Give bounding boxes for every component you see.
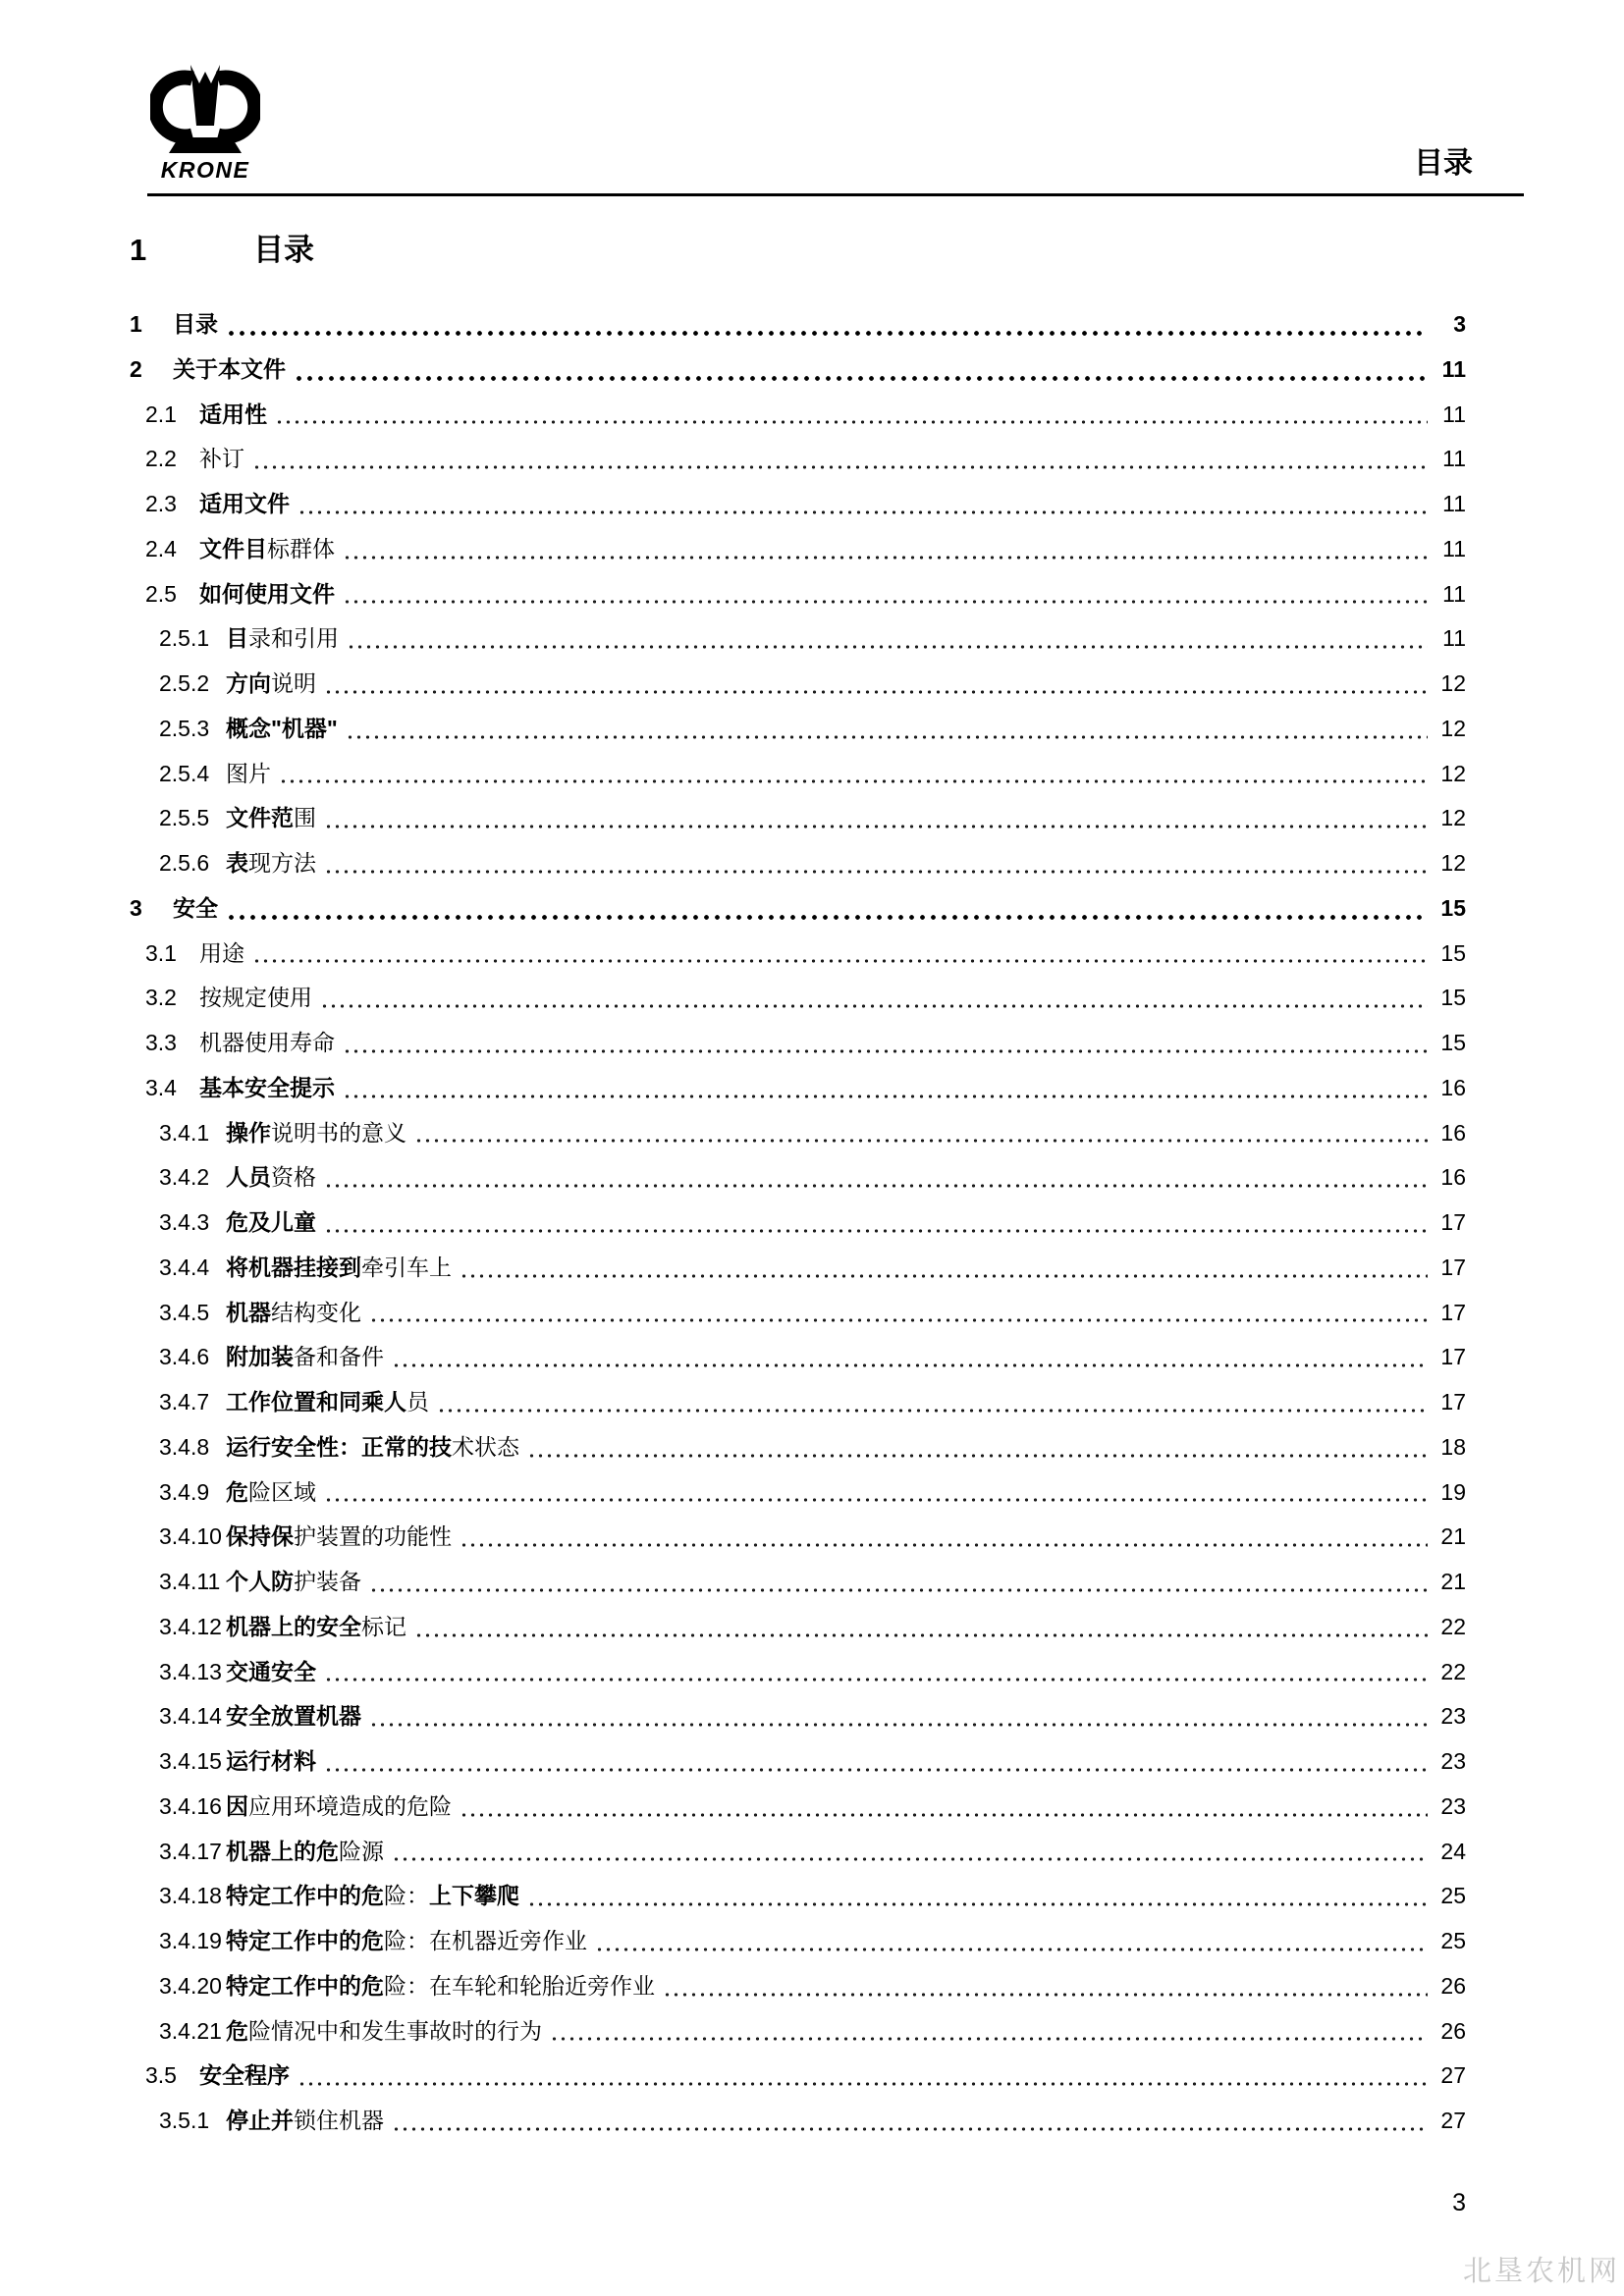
toc-entry <box>130 662 1466 707</box>
toc-page-number: 11 <box>1442 625 1466 652</box>
toc-entry <box>130 1425 1466 1470</box>
toc-entry-number: 2 <box>130 355 142 382</box>
toc-leader-dots <box>298 2054 1428 2099</box>
toc-entry-title: 机器结构变化 <box>226 1299 361 1325</box>
toc-entry-title: 按规定使用 <box>199 985 312 1011</box>
toc-entry-title: 保持保护装置的功能性 <box>226 1523 452 1550</box>
toc-page-number: 12 <box>1440 670 1466 696</box>
toc-entry-number: 3.5.1 <box>159 2108 210 2133</box>
toc-entry-number: 3.4.5 <box>159 1299 210 1325</box>
toc-leader-dots <box>369 1694 1428 1739</box>
toc-entry <box>130 1919 1466 1964</box>
toc-entry-title: 图片 <box>226 760 271 786</box>
toc-leader-dots <box>252 932 1428 977</box>
toc-leader-dots <box>550 2009 1428 2055</box>
toc-entry-title: 目录和引用 <box>226 625 339 652</box>
toc-entry-title: 适用性 <box>199 400 267 427</box>
toc-entry-title: 方向说明 <box>226 670 316 696</box>
toc-leader-dots <box>347 616 1428 662</box>
toc-entry-number: 3.4.7 <box>159 1389 210 1415</box>
header-rule <box>147 193 1524 196</box>
toc-entry-number: 3.4.2 <box>159 1164 210 1191</box>
toc-entry <box>130 572 1466 617</box>
toc-page-number: 15 <box>1440 1030 1466 1055</box>
toc-entry-title: 因应用环境造成的危险 <box>226 1792 452 1819</box>
toc-entry-title: 特定工作中的危险：上下攀爬 <box>226 1883 519 1909</box>
toc-leader-dots <box>392 1335 1428 1380</box>
toc-entry-number: 2.3 <box>145 491 177 516</box>
toc-list <box>130 302 1466 2144</box>
toc-entry-number: 1 <box>130 311 142 337</box>
toc-entry-title: 特定工作中的危险：在机器近旁作业 <box>226 1928 587 1953</box>
toc-entry-title: 安全程序 <box>199 2062 290 2089</box>
toc-page-number: 17 <box>1440 1389 1466 1415</box>
toc-entry <box>130 886 1466 932</box>
toc-entry-number: 3.4.4 <box>159 1254 210 1280</box>
toc-page-number: 12 <box>1440 715 1466 741</box>
toc-entry-number: 3.4.15 <box>159 1748 222 1774</box>
toc-leader-dots <box>527 1874 1428 1919</box>
toc-entry <box>130 796 1466 841</box>
toc-entry-number: 3.4.12 <box>159 1613 222 1639</box>
toc-page-number: 23 <box>1440 1792 1466 1819</box>
toc-entry <box>130 1785 1466 1830</box>
toc-page-number: 11 <box>1442 535 1466 561</box>
toc-entry-title: 附加装备和备件 <box>226 1344 384 1370</box>
toc-entry <box>130 527 1466 572</box>
toc-leader-dots <box>437 1380 1428 1425</box>
toc-leader-dots <box>460 1246 1428 1291</box>
toc-leader-dots <box>324 1739 1428 1785</box>
toc-leader-dots <box>369 1560 1428 1605</box>
krone-logo <box>150 63 260 185</box>
toc-entry <box>130 1964 1466 2009</box>
toc-entry-title: 安全 <box>173 894 218 921</box>
toc-entry-title: 机器上的安全标记 <box>226 1613 406 1639</box>
toc-leader-dots <box>324 1650 1428 1695</box>
toc-entry-number: 3.4.8 <box>159 1433 210 1460</box>
toc-entry-title: 人员资格 <box>226 1164 316 1191</box>
toc-page-number: 27 <box>1440 2062 1466 2089</box>
toc-entry-number: 3.4.1 <box>159 1119 210 1146</box>
toc-entry-number: 2.2 <box>145 446 177 472</box>
toc-page-number: 11 <box>1441 355 1466 382</box>
toc-entry-number: 3.4.6 <box>159 1344 210 1370</box>
toc-leader-dots <box>324 1470 1428 1516</box>
toc-entry-number: 3.4.21 <box>159 2017 222 2044</box>
toc-leader-dots <box>414 1605 1428 1650</box>
toc-entry-number: 2.1 <box>145 400 177 427</box>
toc-entry <box>130 707 1466 752</box>
toc-entry <box>130 1246 1466 1291</box>
toc-page-number: 25 <box>1440 1883 1466 1909</box>
toc-entry <box>130 1515 1466 1560</box>
toc-leader-dots <box>346 707 1428 752</box>
toc-entry-title: 文件目标群体 <box>199 535 335 561</box>
crown-right-arc <box>218 78 255 136</box>
toc-entry-number: 3.4.17 <box>159 1838 222 1864</box>
toc-entry-title: 如何使用文件 <box>199 580 335 607</box>
toc-entry-number: 3.4.9 <box>159 1478 210 1505</box>
toc-entry-number: 3.4.20 <box>159 1972 222 1999</box>
toc-entry-title: 基本安全提示 <box>199 1074 335 1100</box>
toc-entry <box>130 841 1466 886</box>
toc-entry-number: 3.4.16 <box>159 1792 222 1819</box>
toc-leader-dots <box>343 1066 1428 1111</box>
toc-leader-dots <box>324 662 1428 707</box>
toc-page-number: 11 <box>1442 491 1466 516</box>
toc-page-number: 12 <box>1440 760 1466 786</box>
chapter-heading <box>130 233 314 268</box>
toc-entry-number: 3.4.11 <box>159 1569 221 1594</box>
toc-entry-title: 操作说明书的意义 <box>226 1119 406 1146</box>
toc-entry-title: 用途 <box>199 939 244 966</box>
toc-entry-number: 2.5.3 <box>159 715 210 741</box>
toc-entry <box>130 1155 1466 1201</box>
toc-entry-title: 特定工作中的危险：在车轮和轮胎近旁作业 <box>226 1972 655 1999</box>
logo-wordmark: KRONE <box>160 157 250 183</box>
toc-page-number: 17 <box>1440 1254 1466 1280</box>
toc-entry-title: 个人防护装备 <box>226 1569 361 1594</box>
toc-page-number: 11 <box>1442 580 1466 607</box>
toc-page-number: 3 <box>1453 311 1466 337</box>
toc-entry-number: 3.5 <box>145 2062 177 2089</box>
toc-entry <box>130 393 1466 438</box>
toc-page-number: 17 <box>1440 1344 1466 1370</box>
toc-leader-dots <box>279 752 1428 797</box>
toc-entry <box>130 1291 1466 1336</box>
toc-entry-title: 目录 <box>173 311 218 337</box>
toc-page-number: 16 <box>1440 1119 1466 1146</box>
toc-entry <box>130 1694 1466 1739</box>
toc-page-number: 23 <box>1440 1748 1466 1774</box>
watermark: 北垦农机网 <box>1462 2256 1620 2287</box>
toc-entry-number: 3.4 <box>145 1074 177 1100</box>
toc-entry-title: 适用文件 <box>199 491 290 516</box>
toc-entry <box>130 437 1466 482</box>
toc-entry-title: 表现方法 <box>226 850 316 876</box>
toc-entry <box>130 1560 1466 1605</box>
toc-entry <box>130 616 1466 662</box>
toc-entry <box>130 1201 1466 1246</box>
crown-left-arc <box>155 78 192 136</box>
toc-entry-title: 运行材料 <box>226 1748 316 1774</box>
toc-entry-number: 3.2 <box>145 985 177 1011</box>
footer-page-number: 3 <box>1452 2189 1466 2216</box>
toc-entry-title: 将机器挂接到牵引车上 <box>226 1254 452 1280</box>
toc-page-number: 22 <box>1440 1613 1466 1639</box>
chapter-heading-number: 1 <box>130 233 147 267</box>
toc-leader-dots <box>663 1964 1428 2009</box>
toc-entry-number: 2.5 <box>145 580 177 607</box>
toc-entry <box>130 482 1466 527</box>
toc-page-number: 12 <box>1440 805 1466 831</box>
toc-page-number: 22 <box>1440 1658 1466 1684</box>
toc-leader-dots <box>320 976 1428 1021</box>
toc-leader-dots <box>343 1021 1428 1066</box>
toc-leader-dots <box>324 796 1428 841</box>
toc-entry-number: 3.1 <box>145 939 177 966</box>
toc-page-number: 15 <box>1440 894 1466 921</box>
toc-entry-title: 工作位置和同乘人员 <box>226 1389 429 1415</box>
toc-entry <box>130 302 1466 347</box>
toc-page-number: 27 <box>1440 2108 1466 2133</box>
toc-page-number: 16 <box>1440 1074 1466 1100</box>
toc-leader-dots <box>414 1111 1428 1156</box>
toc-leader-dots <box>294 347 1428 393</box>
toc-leader-dots <box>324 841 1428 886</box>
toc-page-number: 21 <box>1440 1569 1466 1594</box>
toc-page-number: 11 <box>1442 446 1466 472</box>
toc-page-number: 17 <box>1440 1299 1466 1325</box>
toc-entry-number: 2.5.1 <box>159 625 210 652</box>
toc-entry-title: 危险情况中和发生事故时的行为 <box>226 2017 542 2044</box>
toc-entry-title: 停止并锁住机器 <box>226 2108 384 2133</box>
toc-entry <box>130 2099 1466 2144</box>
toc-entry-title: 概念"机器" <box>226 715 338 741</box>
toc-page-number: 23 <box>1440 1703 1466 1730</box>
toc-leader-dots <box>298 482 1428 527</box>
toc-entry-number: 2.5.4 <box>159 760 210 786</box>
toc-leader-dots <box>527 1425 1428 1470</box>
toc-leader-dots <box>226 886 1428 932</box>
toc-entry-number: 3.4.19 <box>159 1928 222 1953</box>
toc-leader-dots <box>392 1830 1428 1875</box>
toc-entry <box>130 2009 1466 2055</box>
toc-entry-title: 危险区域 <box>226 1478 316 1505</box>
toc-entry-title: 补订 <box>199 446 244 472</box>
toc-page-number: 16 <box>1440 1164 1466 1191</box>
toc-entry-number: 3.4.3 <box>159 1209 210 1235</box>
toc-page-number: 18 <box>1440 1433 1466 1460</box>
toc-entry <box>130 1739 1466 1785</box>
toc-leader-dots <box>252 437 1428 482</box>
toc-page-number: 11 <box>1442 400 1466 427</box>
toc-page-number: 26 <box>1440 2017 1466 2044</box>
toc-leader-dots <box>343 572 1428 617</box>
toc-entry <box>130 1111 1466 1156</box>
toc-entry <box>130 1066 1466 1111</box>
toc-leader-dots <box>595 1919 1428 1964</box>
toc-entry <box>130 347 1466 393</box>
toc-entry <box>130 1874 1466 1919</box>
toc-entry-title: 危及儿童 <box>226 1209 316 1235</box>
toc-page-number: 19 <box>1440 1478 1466 1505</box>
toc-page-number: 25 <box>1440 1928 1466 1953</box>
toc-page-number: 15 <box>1440 939 1466 966</box>
page-header-title: 目录 <box>1414 147 1473 180</box>
toc-page-number: 24 <box>1440 1838 1466 1864</box>
toc-entry-number: 3.4.10 <box>159 1523 222 1550</box>
toc-entry <box>130 2054 1466 2099</box>
toc-page-number: 21 <box>1440 1523 1466 1550</box>
toc-entry <box>130 1830 1466 1875</box>
toc-entry <box>130 1650 1466 1695</box>
toc-entry-number: 2.5.2 <box>159 670 210 696</box>
toc-leader-dots <box>343 527 1428 572</box>
toc-entry-title: 交通安全 <box>226 1658 316 1684</box>
toc-entry-title: 机器上的危险源 <box>226 1838 384 1864</box>
toc-entry-number: 2.4 <box>145 535 177 561</box>
toc-entry-number: 2.5.6 <box>159 850 210 876</box>
toc-entry <box>130 1335 1466 1380</box>
toc-leader-dots <box>369 1291 1428 1336</box>
chapter-heading-title: 目录 <box>253 233 314 267</box>
toc-entry <box>130 976 1466 1021</box>
toc-entry-title: 机器使用寿命 <box>199 1030 335 1055</box>
toc-leader-dots <box>392 2099 1428 2144</box>
toc-page-number: 26 <box>1440 1972 1466 1999</box>
toc-entry <box>130 1470 1466 1516</box>
toc-page-number: 15 <box>1440 985 1466 1011</box>
toc-entry-title: 关于本文件 <box>173 355 286 382</box>
toc-entry-title: 运行安全性：正常的技术状态 <box>226 1433 519 1460</box>
toc-page-number: 12 <box>1440 850 1466 876</box>
toc-leader-dots <box>460 1515 1428 1560</box>
toc-entry <box>130 1605 1466 1650</box>
toc-leader-dots <box>275 393 1428 438</box>
toc-entry <box>130 752 1466 797</box>
toc-entry <box>130 1380 1466 1425</box>
toc-entry <box>130 1021 1466 1066</box>
toc-entry-title: 文件范围 <box>226 805 316 831</box>
toc-entry-number: 3.4.13 <box>159 1658 222 1684</box>
crown-center <box>190 65 220 126</box>
toc-entry-title: 安全放置机器 <box>226 1703 361 1730</box>
toc-page-number: 17 <box>1440 1209 1466 1235</box>
toc-leader-dots <box>460 1785 1428 1830</box>
toc-entry-number: 2.5.5 <box>159 805 210 831</box>
toc-leader-dots <box>324 1201 1428 1246</box>
toc-entry <box>130 932 1466 977</box>
crown-base <box>169 137 242 153</box>
toc-entry-number: 3.4.18 <box>159 1883 222 1909</box>
toc-entry-number: 3.3 <box>145 1030 177 1055</box>
toc-leader-dots <box>324 1155 1428 1201</box>
toc-entry-number: 3.4.14 <box>159 1703 222 1730</box>
toc-leader-dots <box>226 302 1428 347</box>
toc-entry-number: 3 <box>130 894 142 921</box>
